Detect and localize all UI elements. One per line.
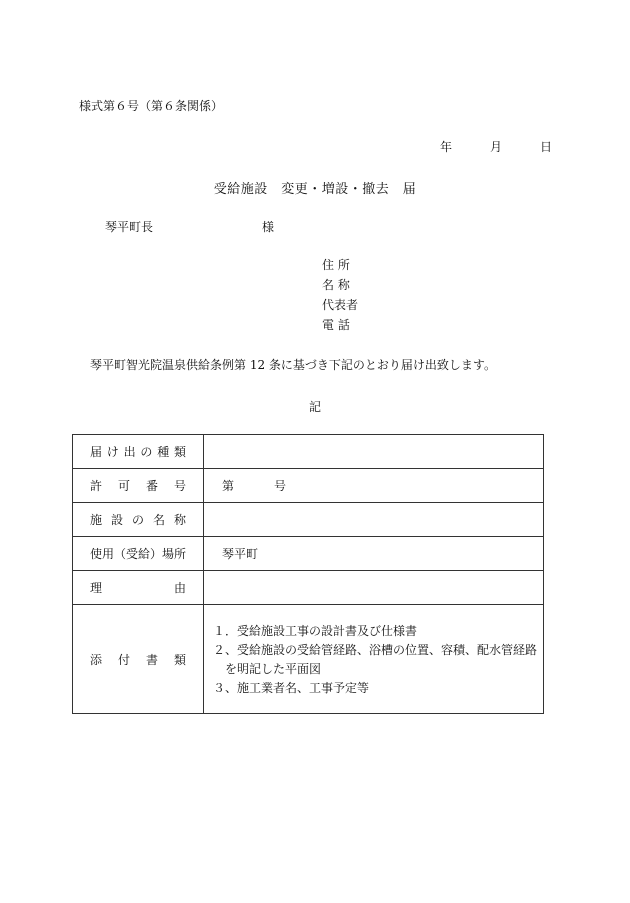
document-title: 受給施設 変更・増設・撤去 届 [213, 182, 417, 197]
details-table [72, 434, 544, 714]
permit-prefix: 第 [222, 479, 235, 493]
applicant-address-label: 住 所 [322, 258, 350, 272]
attachments-label [73, 605, 204, 714]
date-day-label: 日 [540, 140, 553, 154]
label-char: 由 [173, 581, 186, 595]
permit-number-value[interactable] [204, 469, 544, 503]
label-char: 書 [145, 652, 158, 667]
label-char: 出 [123, 445, 136, 459]
notification-type-value[interactable] [204, 435, 544, 469]
label-char: 称 [173, 513, 186, 527]
table-row [73, 571, 544, 605]
label-char: 届 [90, 445, 103, 459]
attachments-list [213, 620, 543, 698]
honorific: 様 [262, 220, 275, 234]
usage-location-value[interactable]: 琴平町 [204, 537, 544, 571]
label-char: 類 [173, 445, 186, 459]
applicant-phone-label: 電 話 [322, 318, 350, 332]
label-char: 号 [173, 479, 186, 493]
date-line [440, 138, 560, 154]
label-char: 施 [90, 513, 103, 527]
table-row [73, 503, 544, 537]
attachment-item: ３、施工業者名、工事予定等 [213, 681, 370, 695]
attachment-item: １．受給施設工事の設計書及び仕様書 [213, 624, 418, 638]
table-row [73, 537, 544, 571]
notification-type-label [73, 435, 204, 469]
date-year-label: 年 [440, 140, 453, 154]
label-char: の [131, 513, 144, 527]
usage-location-label: 使用（受給）場所 [73, 537, 204, 571]
label-char: の [140, 445, 153, 459]
facility-name-label [73, 503, 204, 537]
attachment-item-continued: を明記した平面図 [225, 662, 322, 676]
label-char: 添 [90, 652, 103, 667]
label-char: け [106, 445, 119, 459]
applicant-block [322, 255, 358, 335]
facility-name-value[interactable] [204, 503, 544, 537]
attachment-item: ２、受給施設の受給管経路、浴槽の位置、容積、配水管経路 [213, 643, 538, 657]
statement-text: 琴平町智光院温泉供給条例第 12 条に基づき下記のとおり届け出致します。 [90, 358, 496, 372]
permit-number-label [73, 469, 204, 503]
label-char: 名 [152, 513, 165, 527]
applicant-name-label: 名 称 [322, 278, 350, 292]
table-row [73, 605, 544, 714]
label-char: 設 [110, 513, 123, 527]
label-char: 類 [173, 652, 186, 667]
table-row [73, 435, 544, 469]
label-char: 付 [117, 652, 130, 667]
label-char: 種 [157, 445, 170, 459]
permit-suffix: 号 [273, 479, 286, 493]
label-char: 理 [90, 581, 103, 595]
label-char: 可 [117, 479, 130, 493]
label-char: 許 [90, 479, 103, 493]
table-row [73, 469, 544, 503]
label-char: 番 [145, 479, 158, 493]
reason-value[interactable] [204, 571, 544, 605]
form-number: 様式第６号（第６条関係） [79, 99, 224, 113]
attachments-value [204, 605, 544, 714]
ki-heading: 記 [308, 400, 321, 414]
addressee: 琴平町長 [105, 220, 154, 234]
date-month-label: 月 [490, 140, 503, 154]
applicant-representative-label: 代表者 [322, 298, 359, 312]
reason-label [73, 571, 204, 605]
